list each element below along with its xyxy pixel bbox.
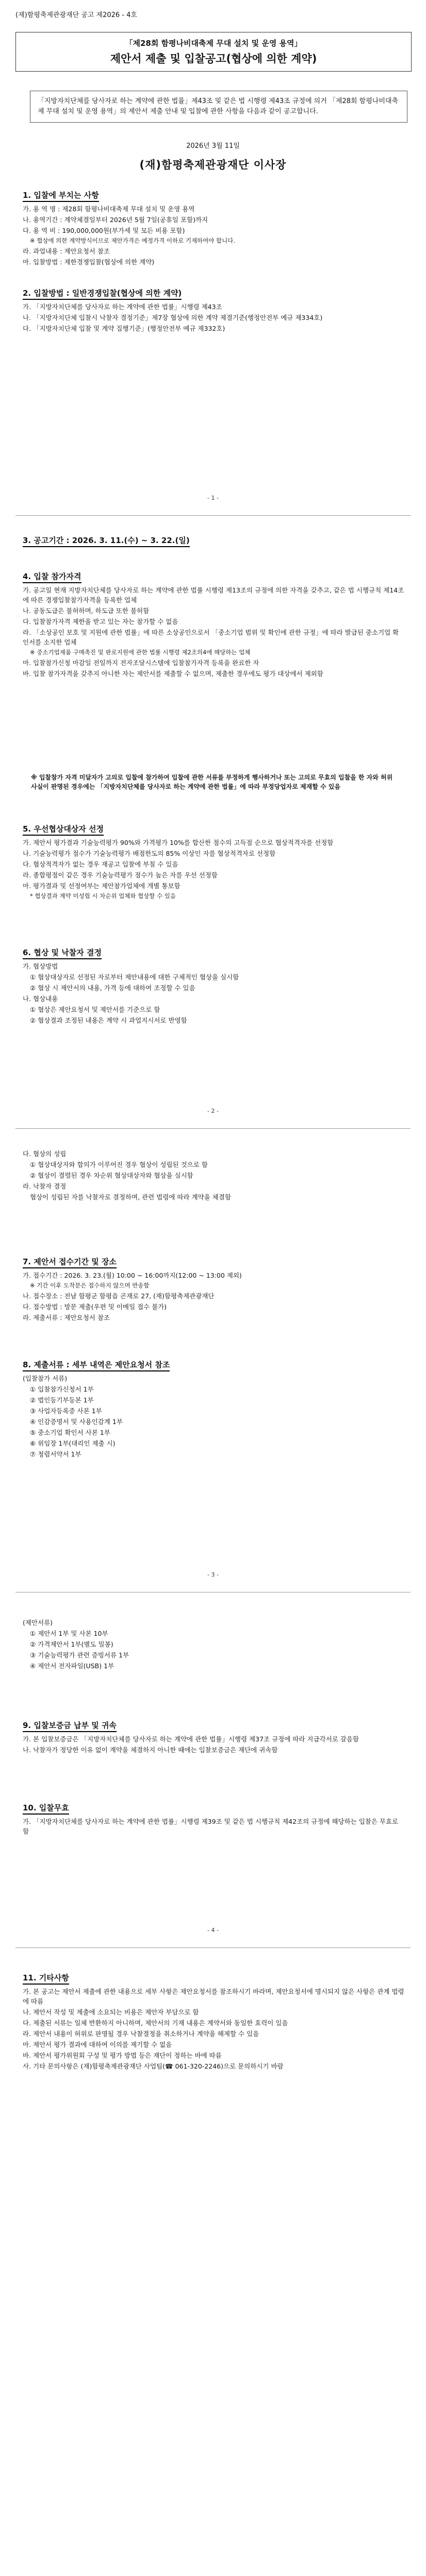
section-11-line: 라. 제안서 내용이 허위로 판명될 경우 낙찰결정을 취소하거나 계약을 해제할 수 있음 — [23, 2030, 259, 2038]
section-9-title: 9. 입찰보증금 납부 및 귀속 — [23, 1721, 117, 1732]
announcement-date: 2026년 3월 11일 — [186, 142, 240, 150]
section-8-line: ⑤ 중소기업 확인서 사본 1부 — [30, 1429, 110, 1436]
issuer: (재)함평축제관광재단 이사장 — [139, 159, 287, 171]
section-2-line: 나. 「지방자치단체 입찰시 낙찰자 결정기준」제7장 협상에 의한 계약 제결기준(행정안전부 예규 제334호) — [23, 314, 323, 321]
section-8-line: ② 법인등기부등본 1부 — [30, 1396, 94, 1404]
section-4-line: 바. 입찰 참가자격을 갖추지 아니한 자는 제안서를 제출할 수 없으며, 제출한 경우에도 평가 대상에서 제외함 — [23, 670, 323, 677]
section-8-line: ① 제안서 1부 및 사본 10부 — [30, 1630, 108, 1637]
section-6-line: 라. 낙찰자 결정 — [23, 1182, 67, 1190]
section-8-line: (입찰참가 서류) — [23, 1375, 68, 1382]
title-box — [15, 32, 412, 72]
section-8-line: ⑦ 청렴서약서 1부 — [30, 1450, 81, 1458]
section-1-title: 1. 입찰에 부치는 사항 — [23, 191, 99, 202]
section-5 — [23, 824, 404, 902]
section-5-line: 라. 종합평점이 같은 경우 기술능력평가 점수가 높은 자를 우선 선정함 — [23, 871, 218, 879]
section-3-title: 3. 공고기간 : 2026. 3. 11.(수) ~ 3. 22.(일) — [23, 536, 190, 547]
page-divider — [15, 1128, 411, 1129]
section-1-note: ※ 협상에 의한 계약방식이므로 제안가격은 예정가격 이하로 기재하여야 합니다. — [30, 237, 236, 244]
section-6-line: ① 협상대상자와 합의가 이루어진 경우 협상이 성립된 것으로 함 — [30, 1161, 208, 1168]
section-8-title: 8. 제출서류 : 세부 내역은 제안요청서 참조 — [23, 1360, 170, 1371]
section-4-title: 4. 입찰 참가자격 — [23, 572, 81, 583]
section-11-line: 나. 제안서 작성 및 제출에 소요되는 비용은 제안자 부담으로 함 — [23, 2008, 199, 2016]
section-1 — [23, 191, 404, 268]
section-10 — [23, 1803, 404, 1837]
section-8-line: ④ 제안서 전자파일(USB) 1부 — [30, 1662, 114, 1670]
section-1-line: 마. 입찰방법 : 제한경쟁입찰(협상에 의한 계약) — [23, 258, 155, 266]
section-8-line: ② 가격제안서 1부(별도 밀봉) — [30, 1640, 113, 1648]
page-number: - 1 - — [207, 495, 219, 501]
section-7-note: ※ 기간 이후 도착분은 접수하지 않으며 반송함 — [30, 1282, 150, 1289]
intro-box — [30, 91, 407, 123]
section-3 — [23, 536, 404, 549]
section-6-line: ② 협상이 결렬된 경우 차순위 협상대상자와 협상을 실시함 — [30, 1172, 193, 1179]
section-2-title: 2. 입찰방법 : 일반경쟁입찰(협상에 의한 계약) — [23, 289, 182, 300]
section-5-note: * 협상결과 계약 미성립 시 차순위 업체와 협상할 수 있음 — [30, 892, 176, 900]
section-8-line: ④ 인감증명서 및 사용인감계 1부 — [30, 1418, 123, 1426]
section-6-line: ① 협상대상자로 선정된 자로부터 제안내용에 대한 구체적인 협상을 실시함 — [30, 973, 239, 981]
section-11-line: 마. 제안서 평가 결과에 대하여 이의를 제기할 수 없음 — [23, 2041, 172, 2048]
page-divider — [15, 515, 411, 516]
section-11-line: 다. 제출된 서류는 일체 반환하지 아니하며, 제안서의 기재 내용은 계약서와 동일한 효력이 있음 — [23, 2019, 288, 2027]
section-8-continued — [23, 1618, 404, 1672]
section-6-line: 협상이 성립된 자를 낙찰자로 결정하며, 관련 법령에 따라 계약을 체결함 — [30, 1193, 231, 1201]
section-6-line: 가. 협상방법 — [23, 962, 58, 970]
section-4-line: 라. 「소상공인 보호 및 지원에 관한 법률」에 따른 소상공인으로서 「중소기업 범위 및 확인에 관한 규정」에 따라 발급된 중소기업 확인서를 소지한 업체 — [23, 629, 399, 646]
page-divider — [15, 1947, 411, 1948]
section-7-line: 나. 접수장소 : 전남 함평군 함평읍 곤재로 27, (재)함평축제관광재단 — [23, 1292, 215, 1300]
section-4-line: 나. 공동도급은 불허하며, 하도급 또한 불허함 — [23, 607, 150, 615]
section-7 — [23, 1257, 404, 1324]
section-2 — [23, 289, 404, 334]
section-6-line: 나. 협상내용 — [23, 995, 58, 1003]
section-6-line: ② 협상 시 제안서의 내용, 가격 등에 대하여 조정할 수 있음 — [30, 984, 195, 992]
section-7-line: 다. 접수방법 : 방문 제출(우편 및 이메일 접수 불가) — [23, 1303, 167, 1311]
section-11-title: 11. 기타사항 — [23, 1973, 69, 1985]
section-1-line: 나. 용역기간 : 계약체결일부터 2026년 5월 7일(공휴일 포함)까지 — [23, 216, 208, 224]
section-6-line: ① 협상은 제안요청서 및 제안서를 기준으로 함 — [30, 1006, 160, 1013]
title-line2: 제안서 제출 및 입찰공고(협상에 의한 계약) — [110, 53, 317, 65]
section-8-line: ⑥ 위임장 1부(대리인 제출 시) — [30, 1439, 116, 1447]
section-5-line: 가. 제안서 평가결과 기술능력평가 90%와 가격평가 10%를 합산한 점수의 고득점 순으로 협상적격자를 선정함 — [23, 839, 334, 846]
section-5-line: 마. 평가결과 및 선정여부는 제안참가업체에 개별 통보함 — [23, 882, 181, 890]
announcement-number: (재)함평축제관광재단 공고 제2026 - 4호 — [15, 11, 137, 19]
section-5-title: 5. 우선협상대상자 선정 — [23, 824, 104, 836]
section-8-line: ③ 사업자등록증 사본 1부 — [30, 1407, 102, 1415]
section-4-line: 다. 입찰참가자격 제한을 받고 있는 자는 참가할 수 없음 — [23, 618, 178, 625]
section-7-line: 라. 제출서류 : 제안요청서 참조 — [23, 1314, 110, 1321]
section-9 — [23, 1721, 404, 1756]
section-5-line: 나. 기술능력평가 점수가 기술능력평가 배점한도의 85% 이상인 자를 협상적격자로 선정함 — [23, 850, 276, 857]
section-4-line: 가. 공고일 현재 지방자치단체를 당사자로 하는 계약에 관한 법률 시행령 제13조의 규정에 의한 자격을 갖추고, 같은 법 시행규칙 제14조에 따른 경쟁입찰참가자격을 등록한 업체 — [23, 586, 404, 604]
section-9-line: 가. 본 입찰보증금은 「지방자치단체를 당사자로 하는 계약에 관한 법률」시행령 제37조 규정에 따라 지급각서로 갈음함 — [23, 1735, 359, 1743]
section-10-title: 10. 입찰무효 — [23, 1803, 69, 1815]
intro-text: 「지방자치단체를 당사자로 하는 계약에 관한 법률」제43조 및 같은 법 시행령 제43조 규정에 의거 「제28회 함평나비대축제 무대 설치 및 운영 용역」의 제안서 제출 안내 및 입찰에 관한 사항을 다음과 같이 공고합니다. — [38, 97, 399, 115]
section-11 — [23, 1973, 404, 2072]
section-6-line: ② 협상결과 조정된 내용은 계약 시 과업지시서로 반영함 — [30, 1016, 187, 1024]
page-number: - 4 - — [207, 1927, 219, 1934]
section-10-line: 가. 「지방자치단체를 당사자로 하는 계약에 관한 법률」시행령 제39조 및 같은 법 시행규칙 제42조의 규정에 해당하는 입찰은 무효로 함 — [23, 1818, 399, 1835]
warning-note: ※ 입찰참가 자격 미달자가 고의로 입찰에 참가하여 입찰에 관한 서류를 부정하게 행사하거나 또는 고의로 무효의 입찰을 한 자와 허위사실이 판명된 경우에는 「지방자치단체를 당사자로 하는 계약에 관한 법률」에 따라 부정당업자로 제재할 수 있음 — [31, 774, 393, 790]
section-6-line: 다. 협상의 성립 — [23, 1150, 67, 1158]
section-9-line: 나. 낙찰자가 정당한 이유 없이 계약을 체결하지 아니한 때에는 입찰보증금은 재단에 귀속함 — [23, 1746, 278, 1754]
section-6-title: 6. 협상 및 낙찰자 결정 — [23, 948, 102, 959]
title-line1: 「제28회 함평나비대축제 무대 설치 및 운영 용역」 — [125, 39, 302, 48]
section-8-line: (제안서류) — [23, 1619, 53, 1626]
section-2-line: 다. 「지방자치단체 입찰 및 계약 집행기준」(행정안전부 예규 제332호) — [23, 325, 225, 332]
section-11-line: 가. 본 공고는 제안서 제출에 관한 내용으로 세부 사항은 제안요청서를 참조하시기 바라며, 제안요청서에 명시되지 않은 사항은 관계 법령에 따름 — [23, 1988, 404, 2005]
section-1-line: 가. 용 역 명 : 제28회 함평나비대축제 무대 설치 및 운영 용역 — [23, 205, 195, 213]
section-2-line: 가. 「지방자치단체를 당사자로 하는 계약에 관한 법률」시행령 제43조 — [23, 303, 222, 311]
section-5-line: 다. 협상적격자가 없는 경우 재공고 입찰에 부칠 수 있음 — [23, 860, 178, 868]
section-6-continued — [23, 1149, 404, 1203]
section-4-line: 마. 입찰참가신청 마감일 전일까지 전자조달시스템에 입찰참가자격 등록을 완료한 자 — [23, 659, 259, 667]
section-11-line: 사. 기타 문의사항은 (재)함평축제관광재단 사업팀(☎ 061-320-2246)으로 문의하시기 바람 — [23, 2062, 284, 2070]
section-6 — [23, 948, 404, 1026]
section-11-line: 바. 제안서 평가위원회 구성 및 평가 방법 등은 재단이 정하는 바에 따름 — [23, 2052, 222, 2059]
section-1-line: 다. 용 역 비 : 190,000,000원(부가세 및 모든 비용 포함) — [23, 227, 185, 234]
section-4 — [23, 572, 404, 680]
page-number: - 3 - — [207, 1571, 219, 1578]
section-4-note: ※ 중소기업제품 구매촉진 및 판로지원에 관한 법률 시행령 제2조의4에 해당하는 업체 — [30, 649, 251, 656]
section-8 — [23, 1360, 404, 1460]
section-7-line: 가. 접수기간 : 2026. 3. 23.(월) 10:00 ~ 16:00까지(12:00 ~ 13:00 제외) — [23, 1272, 242, 1279]
section-8-line: ③ 기술능력평가 관련 증빙서류 1부 — [30, 1651, 129, 1659]
section-1-line: 라. 과업내용 : 제안요청서 참조 — [23, 247, 110, 255]
section-8-line: ① 입찰참가신청서 1부 — [30, 1385, 94, 1393]
section-7-title: 7. 제안서 접수기간 및 장소 — [23, 1257, 117, 1268]
page-number: - 2 - — [207, 1108, 219, 1114]
